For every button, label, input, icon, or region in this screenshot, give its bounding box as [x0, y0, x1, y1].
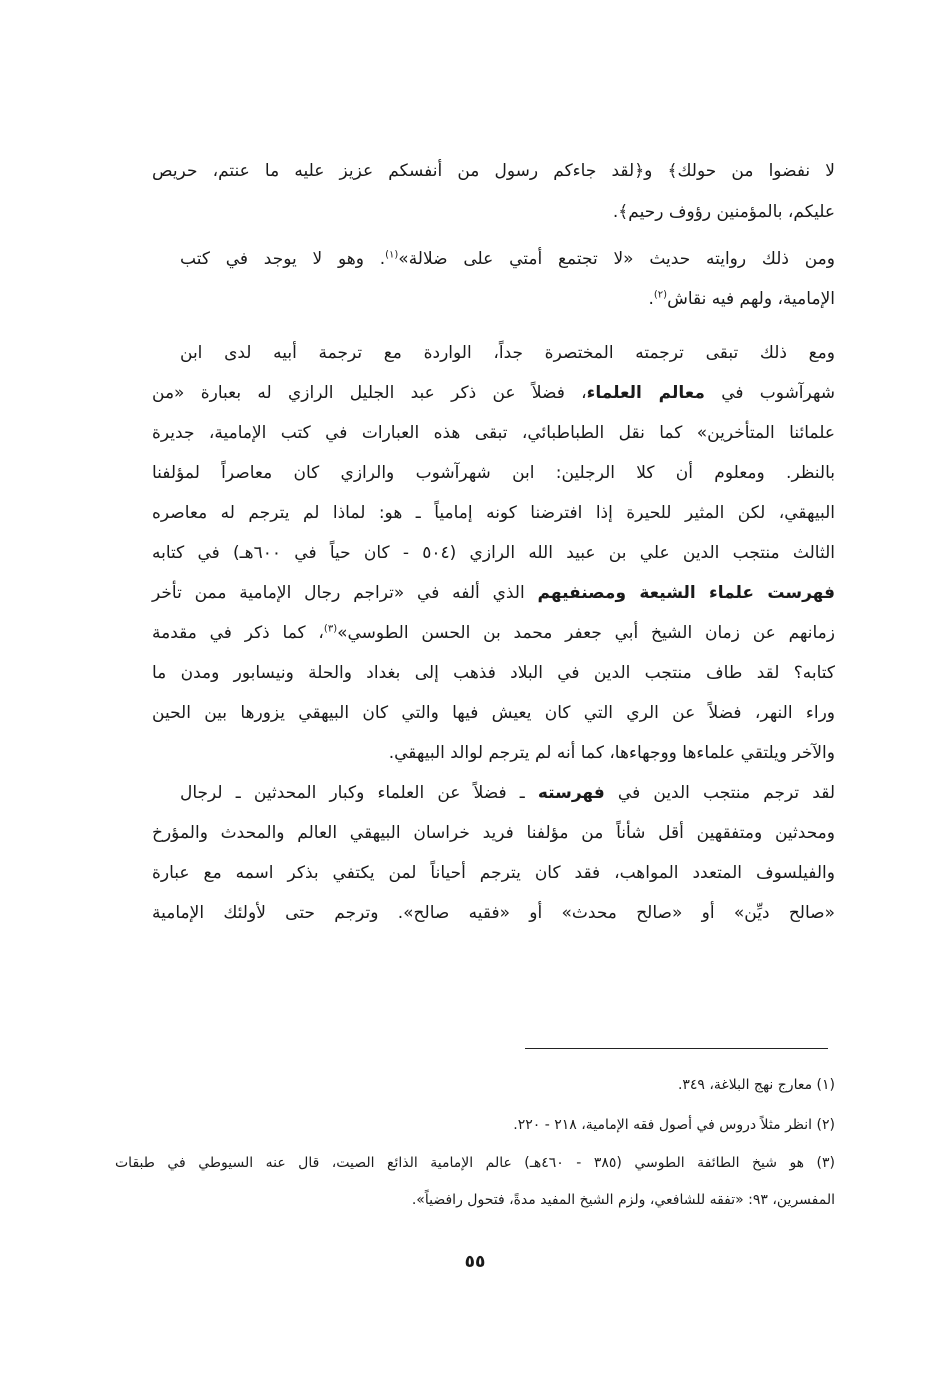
text-line: [152, 620, 835, 646]
text-line: [180, 780, 835, 806]
text-line: [152, 580, 835, 606]
text-line: [152, 286, 835, 312]
text-line: [152, 860, 835, 886]
footnote-ref: (١): [385, 249, 399, 261]
text-line: [180, 340, 835, 366]
text-segment: الإمامية، ولهم فيه نقاش: [667, 289, 835, 309]
book-title: معالم العلماء: [586, 383, 705, 403]
text-line: [180, 246, 835, 272]
footnote-ref: (٣): [323, 623, 338, 635]
text-segment: ومع ذلك تبقى ترجمته المختصرة جداً، الواردة مع ترجمة أبيه لدى ابن: [180, 343, 835, 363]
text-segment: لا نفضوا من حولك﴾ و﴿لقد جاءكم رسول من أنفسكم عزيز عليه ما عنتم، حريص: [152, 161, 835, 181]
text-segment: ـ فضلاً عن العلماء وكبار المحدثين ـ لرجال: [180, 783, 538, 803]
footnote: (٣) هو شيخ الطائفة الطوسي (٣٨٥ - ٤٦٠هـ) عالم الإمامية الذائع الصيت، قال عنه السيوطي في طبقات: [115, 1155, 836, 1171]
text-segment: وراء النهر، فضلاً عن الري التي كان يعيش فيها والتي كان البيهقي يزورها بين الحين: [152, 703, 835, 723]
text-segment: ومن ذلك روايته حديث «لا تجتمع أمتي على ضلالة»: [398, 249, 835, 269]
book-title: فهرسته: [537, 783, 605, 803]
text-line: [152, 380, 835, 406]
text-segment: بالنظر. ومعلوم أن كلا الرجلين: ابن شهرآشوب والرازي كان معاصراً لمؤلفنا: [152, 463, 835, 483]
footnote: (٢) انظر مثلاً دروس في أصول فقه الإمامية، ٢١٨ - ٢٢٠.: [513, 1117, 835, 1133]
text-segment: ومحدثين ومتفقهين أقل شأناً من مؤلفنا فريد خراسان البيهقي العالم والمحدث والمؤرخ: [152, 823, 835, 843]
text-line: [152, 500, 835, 526]
text-line: [152, 420, 835, 446]
book-title: فهرست علماء الشيعة ومصنفيهم: [537, 583, 836, 603]
page-number: ٥٥: [464, 1252, 486, 1272]
text-segment: ، فضلاً عن ذكر عبد الجليل الرازي له بعبارة «من: [152, 383, 587, 403]
text-segment: الذي ألفه في «تراجم رجال الإمامية ممن تأخر: [152, 583, 538, 603]
text-line: [152, 700, 835, 726]
text-segment: .: [648, 289, 654, 309]
text-segment: البيهقي، لكن المثير للحيرة إذا افترضنا كونه إمامياً ـ هو: لماذا لم يترجم له معاصره: [152, 503, 835, 523]
text-line: [152, 199, 835, 225]
text-segment: عليكم، بالمؤمنين رؤوف رحيم﴾.: [612, 202, 835, 222]
footnote: (١) معارج نهج البلاغة، ٣٤٩.: [677, 1077, 835, 1093]
text-segment: ، كما ذكر في مقدمة: [152, 623, 324, 643]
text-segment: والفيلسوف المتعدد المواهب، فقد كان يترجم أحياناً لمن يكتفي بذكر اسمه مع عبارة: [152, 863, 835, 883]
footnote: المفسرين، ٩٣: «تفقه للشافعي، ولزم الشيخ المفيد مدةً، فتحول رافضياً».: [411, 1192, 835, 1208]
text-segment: . وهو لا يوجد في كتب: [180, 249, 386, 269]
text-line: [152, 540, 835, 566]
footnote-ref: (٢): [653, 289, 668, 301]
text-segment: «صالح ديِّن» أو «صالح محدث» أو «فقيه صالح». وترجم حتى لأولئك الإمامية: [152, 903, 835, 923]
text-line: [152, 158, 835, 184]
text-segment: لقد ترجم منتجب الدين في: [604, 783, 836, 803]
text-line: [152, 660, 835, 686]
text-line: [152, 740, 835, 766]
text-line: [152, 820, 835, 846]
text-segment: شهرآشوب في: [704, 383, 835, 403]
text-segment: زمانهم عن زمان الشيخ أبي جعفر محمد بن الحسن الطوسي»: [337, 623, 835, 643]
text-line: [152, 460, 835, 486]
text-segment: الثالث منتجب الدين علي بن عبيد الله الرازي (٥٠٤ - كان حياً في ٦٠٠هـ) في كتابه: [152, 543, 835, 563]
text-segment: كتابه؟ لقد طاف منتجب الدين في البلاد فذهب إلى بغداد والحلة ونيسابور ومدن ما: [152, 663, 835, 683]
text-segment: والآخر ويلتقي علماءها ووجهاءها، كما أنه لم يترجم لوالد البيهقي.: [388, 743, 835, 763]
footnote-divider: [525, 1048, 828, 1049]
text-segment: علمائنا المتأخرين» كما نقل الطباطبائي، تبقى هذه العبارات في كتب الإمامية، جديرة: [152, 423, 835, 443]
text-line: [152, 900, 835, 926]
